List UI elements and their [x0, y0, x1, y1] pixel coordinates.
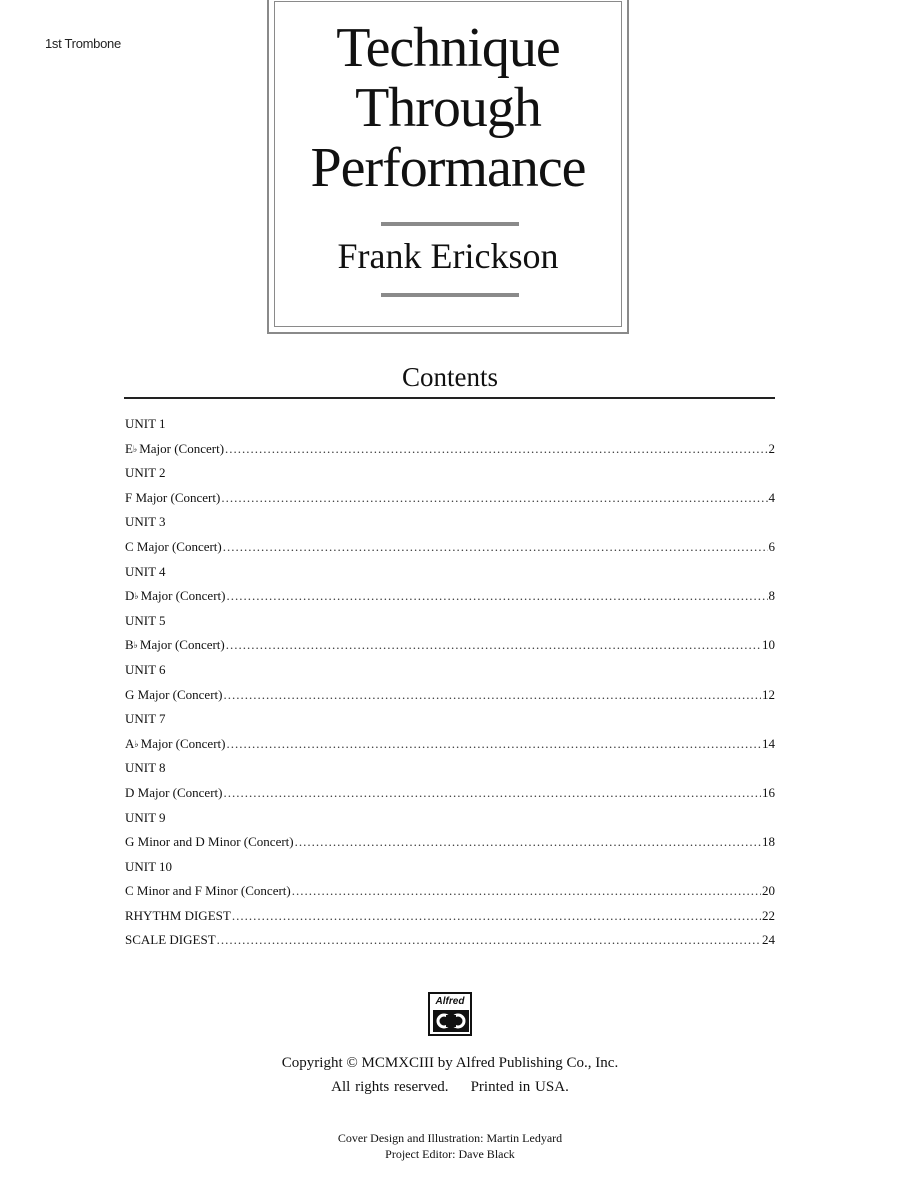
toc-entry-title: Major (Concert)	[136, 538, 222, 554]
flat-sign-icon: ♭	[132, 443, 138, 454]
toc-entry-label	[125, 832, 294, 852]
rights-line	[0, 1078, 900, 1096]
toc-page-number: 20	[762, 883, 775, 899]
book-title	[269, 18, 627, 198]
toc-entry-title: Major (Concert)	[139, 637, 225, 653]
toc-entry-label	[125, 906, 231, 926]
alfred-publishing-logo-icon	[433, 1010, 469, 1032]
toc-unit-heading	[125, 512, 775, 537]
toc-unit-label: UNIT 2	[125, 465, 166, 481]
toc-entry-title: Minor and D Minor (Concert)	[137, 834, 294, 850]
toc-page-number: 16	[762, 784, 775, 800]
toc-entry-key: A	[125, 735, 135, 751]
toc-dot-leader	[226, 635, 761, 655]
toc-entry	[125, 881, 775, 906]
toc-dot-leader	[223, 783, 761, 803]
toc-unit-label: UNIT 7	[125, 711, 166, 727]
toc-dot-leader	[217, 930, 761, 950]
flat-sign-icon: ♭	[134, 738, 139, 749]
title-divider-bottom	[381, 293, 519, 297]
book-author: Frank Erickson	[337, 236, 559, 276]
toc-entry	[125, 586, 775, 611]
toc-entry-title: Minor and F Minor (Concert)	[136, 883, 291, 899]
publisher-logo-wordmark: Alfred	[435, 996, 465, 1007]
toc-dot-leader	[223, 537, 768, 557]
toc-unit-label: UNIT 4	[125, 563, 166, 579]
printed-in: Printed in USA.	[470, 1079, 569, 1095]
toc-entry-title: Major (Concert)	[135, 489, 221, 505]
toc-unit-heading	[125, 414, 775, 439]
toc-entry-title: Major (Concert)	[139, 440, 225, 456]
toc-page-number: 18	[762, 834, 775, 850]
toc-entry-key: SCALE DIGEST	[125, 932, 216, 948]
book-title-line: Performance	[310, 137, 586, 199]
toc-entry-label	[125, 488, 220, 508]
toc-entry-key: C	[125, 538, 134, 554]
book-title-line: Technique	[336, 17, 560, 79]
toc-unit-label: UNIT 1	[125, 416, 166, 431]
toc-entry-label	[125, 537, 222, 557]
toc-entry-key: D	[125, 784, 135, 800]
toc-unit-label: UNIT 6	[125, 661, 166, 677]
toc-entry-label	[125, 635, 225, 655]
toc-entry-label	[125, 586, 225, 606]
flat-sign-icon: ♭	[134, 591, 139, 602]
credits	[0, 1130, 900, 1162]
contents-rule	[124, 397, 775, 399]
toc-page-number: 8	[768, 588, 775, 604]
toc-dot-leader	[226, 586, 767, 606]
toc-entry-title: Major (Concert)	[137, 686, 223, 702]
toc-dot-leader	[225, 439, 767, 459]
toc-entry-label	[125, 881, 291, 901]
toc-unit-label: UNIT 3	[125, 514, 166, 530]
toc-unit-label: UNIT 5	[125, 612, 166, 628]
toc-entry	[125, 734, 775, 759]
toc-unit-label: UNIT 10	[125, 858, 173, 874]
toc-entry	[125, 537, 775, 562]
credit-line: Project Editor: Dave Black	[385, 1147, 515, 1161]
toc-unit-heading	[125, 857, 775, 882]
rights-reserved: All rights reserved.	[331, 1079, 449, 1095]
toc-entry-label	[125, 685, 222, 705]
toc-page-number: 10	[762, 637, 775, 653]
toc-page-number: 22	[762, 907, 775, 923]
toc-unit-heading	[125, 758, 775, 783]
toc-entry-key: F	[125, 489, 133, 505]
toc-dot-leader	[221, 488, 767, 508]
toc-dot-leader	[223, 685, 761, 705]
toc-entry-key: G	[125, 686, 135, 702]
part-label: 1st Trombone	[45, 36, 121, 51]
toc-entry-label	[125, 439, 224, 459]
toc-entry	[125, 635, 775, 660]
publisher-logo	[428, 992, 472, 1036]
toc-unit-heading	[125, 709, 775, 734]
toc-unit-heading	[125, 660, 775, 685]
toc-entry-key: RHYTHM DIGEST	[125, 907, 231, 923]
contents-heading: Contents	[401, 362, 498, 392]
copyright-notice: Copyright © MCMXCIII by Alfred Publishing Co., Inc.	[281, 1055, 619, 1071]
toc-page-number: 24	[762, 932, 775, 948]
toc-entry-key: E	[125, 440, 133, 456]
toc-entry	[125, 685, 775, 710]
toc-entry-title: Major (Concert)	[137, 784, 223, 800]
toc-entry-title: Major (Concert)	[140, 588, 226, 604]
toc-entry-label	[125, 783, 222, 803]
toc-entry	[125, 906, 775, 931]
toc-dot-leader	[226, 734, 761, 754]
toc-unit-heading	[125, 463, 775, 488]
title-divider-top	[381, 222, 519, 226]
toc-entry-key: B	[125, 637, 134, 653]
toc-entry	[125, 832, 775, 857]
toc-entry-key: C	[125, 883, 134, 899]
table-of-contents	[125, 414, 775, 955]
toc-entry-key: D	[125, 588, 135, 604]
credit-line: Cover Design and Illustration: Martin Ledyard	[337, 1131, 563, 1145]
flat-sign-icon: ♭	[133, 640, 138, 651]
toc-entry-key: G	[125, 834, 135, 850]
toc-dot-leader	[232, 906, 761, 926]
toc-page-number: 14	[762, 735, 775, 751]
book-title-line: Through	[355, 77, 541, 139]
toc-unit-heading	[125, 611, 775, 636]
toc-entry-label	[125, 734, 225, 754]
toc-dot-leader	[295, 832, 761, 852]
toc-unit-label: UNIT 8	[125, 760, 166, 776]
toc-page-number: 4	[768, 489, 775, 505]
toc-entry	[125, 439, 775, 464]
toc-dot-leader	[292, 881, 761, 901]
toc-entry-title: Major (Concert)	[140, 735, 226, 751]
title-frame	[267, 0, 629, 334]
toc-unit-heading	[125, 808, 775, 833]
toc-page-number: 6	[768, 538, 775, 554]
toc-entry	[125, 930, 775, 955]
toc-unit-label: UNIT 9	[125, 809, 166, 825]
toc-page-number: 12	[762, 686, 775, 702]
toc-entry	[125, 488, 775, 513]
toc-entry	[125, 783, 775, 808]
toc-unit-heading	[125, 562, 775, 587]
toc-entry-label	[125, 930, 216, 950]
toc-page-number: 2	[768, 440, 775, 456]
